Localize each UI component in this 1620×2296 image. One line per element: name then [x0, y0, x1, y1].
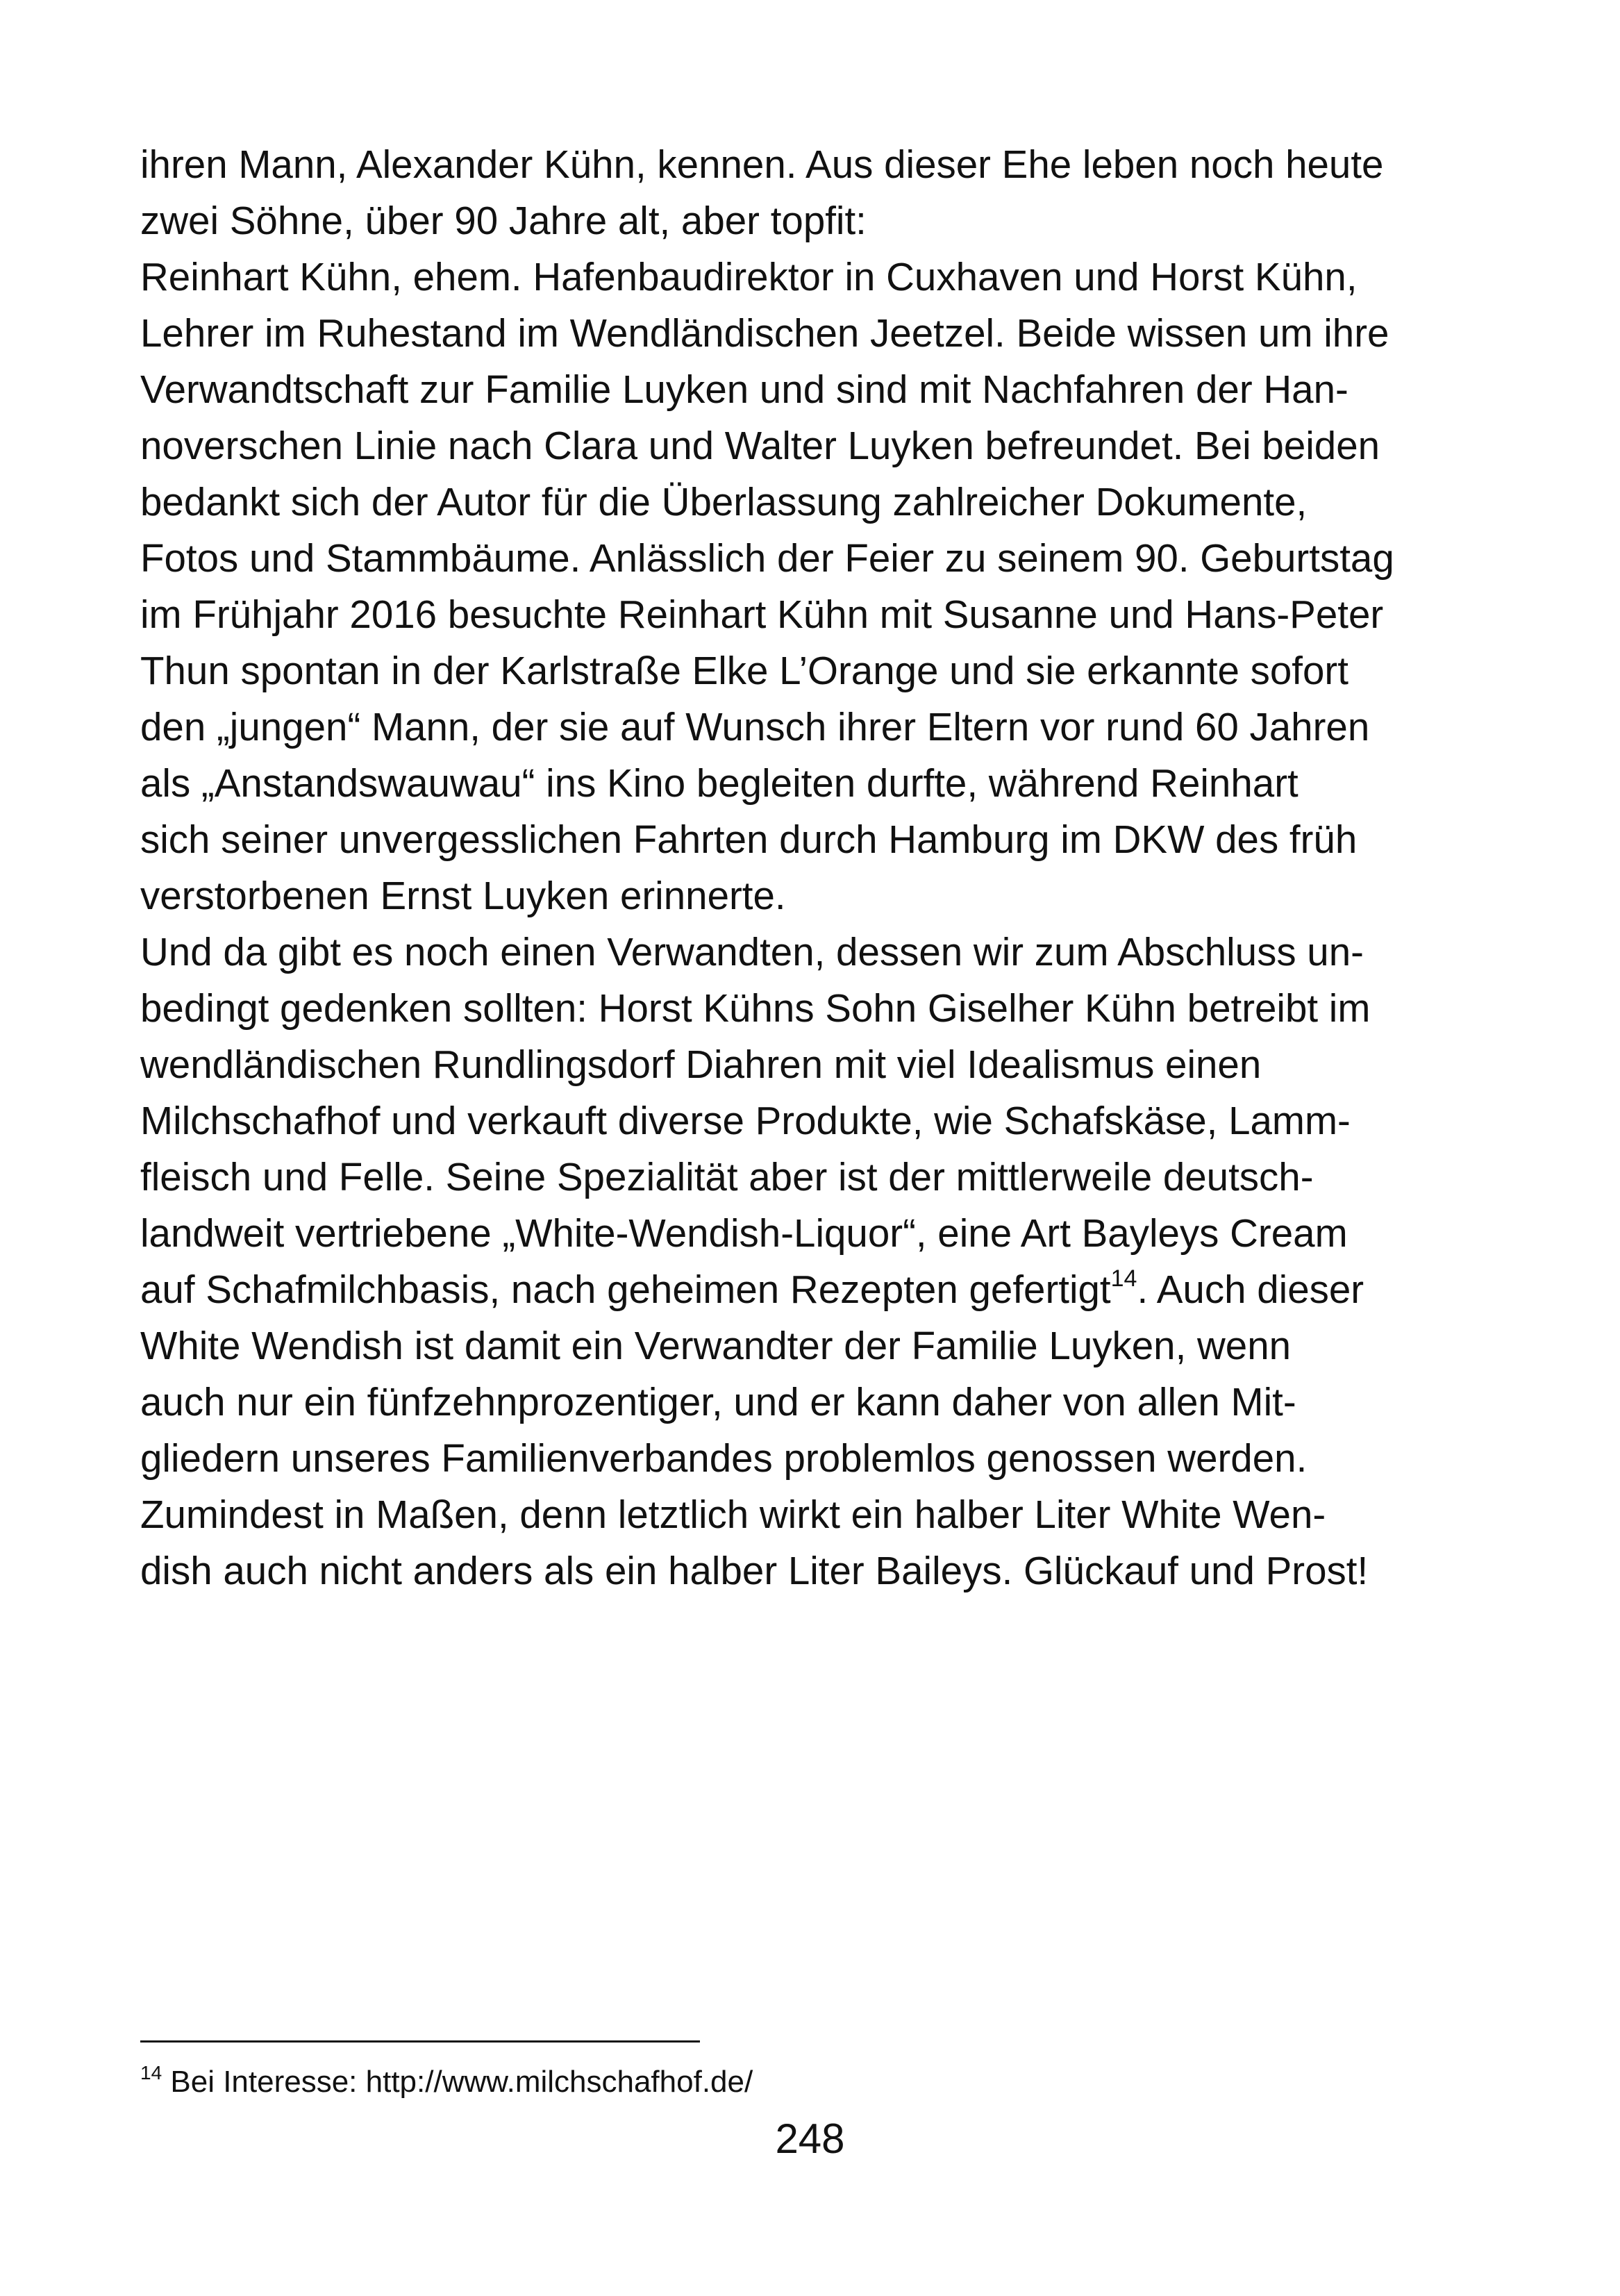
text-line: noverschen Linie nach Clara und Walter Luyken befreundet. Bei beiden [140, 424, 1380, 467]
text-line: gliedern unseres Familienverbandes problemlos genossen werden. [140, 1436, 1308, 1480]
text-line: dish auch nicht anders als ein halber Liter Baileys. Glückauf und Prost! [140, 1549, 1369, 1592]
text-line: Thun spontan in der Karlstraße Elke L’Orange und sie erkannte sofort [140, 649, 1348, 692]
text-line: verstorbenen Ernst Luyken erinnerte. [140, 874, 786, 917]
footnote-reference[interactable]: 14 [1110, 1265, 1137, 1292]
text-line: bedingt gedenken sollten: Horst Kühns Sohn Giselher Kühn betreibt im [140, 986, 1371, 1030]
footnote-text: Bei Interesse: http://www.milchschafhof.de/ [162, 2065, 753, 2099]
text-line: als „Anstandswauwau“ ins Kino begleiten durfte, während Reinhart [140, 761, 1298, 805]
text-line: auch nur ein fünfzehnprozentiger, und er kann daher von allen Mit- [140, 1380, 1296, 1424]
text-line: landweit vertriebene „White-Wendish-Liquor“, eine Art Bayleys Cream [140, 1211, 1348, 1255]
text-line: wendländischen Rundlingsdorf Diahren mit viel Idealismus einen [140, 1042, 1262, 1086]
footnote-number: 14 [140, 2062, 162, 2083]
text-line: zwei Söhne, über 90 Jahre alt, aber topfit: [140, 199, 867, 242]
text-line: Reinhart Kühn, ehem. Hafenbaudirektor in Cuxhaven und Horst Kühn, [140, 255, 1358, 299]
footnote-divider [140, 2040, 700, 2043]
page-number: 248 [775, 2115, 845, 2162]
text-line: White Wendish ist damit ein Verwandter der Familie Luyken, wenn [140, 1324, 1292, 1367]
text-line: Zumindest in Maßen, denn letztlich wirkt ein halber Liter White Wen- [140, 1492, 1326, 1536]
text-line: ihren Mann, Alexander Kühn, kennen. Aus dieser Ehe leben noch heute [140, 142, 1384, 186]
text-segment: . Auch dieser [1137, 1267, 1364, 1311]
text-line: im Frühjahr 2016 besuchte Reinhart Kühn mit Susanne und Hans-Peter [140, 592, 1384, 636]
text-line: Lehrer im Ruhestand im Wendländischen Jeetzel. Beide wissen um ihre [140, 311, 1389, 355]
text-line: Milchschafhof und verkauft diverse Produkte, wie Schafskäse, Lamm- [140, 1099, 1351, 1142]
text-line: Und da gibt es noch einen Verwandten, dessen wir zum Abschluss un- [140, 930, 1364, 974]
text-line: sich seiner unvergesslichen Fahrten durch Hamburg im DKW des früh [140, 817, 1358, 861]
text-line: bedankt sich der Autor für die Überlassung zahlreicher Dokumente, [140, 480, 1308, 524]
text-segment: auf Schafmilchbasis, nach geheimen Rezepten gefertigt [140, 1267, 1111, 1311]
body-text [140, 136, 1501, 1599]
text-line: Verwandtschaft zur Familie Luyken und sind mit Nachfahren der Han- [140, 367, 1348, 411]
text-line: den „jungen“ Mann, der sie auf Wunsch ihrer Eltern vor rund 60 Jahren [140, 705, 1370, 749]
footnote [140, 2061, 753, 2103]
text-line: Fotos und Stammbäume. Anlässlich der Feier zu seinem 90. Geburtstag [140, 536, 1394, 580]
text-line: fleisch und Felle. Seine Spezialität aber ist der mittlerweile deutsch- [140, 1155, 1314, 1199]
text-line-with-footnote-ref [140, 1261, 1501, 1317]
